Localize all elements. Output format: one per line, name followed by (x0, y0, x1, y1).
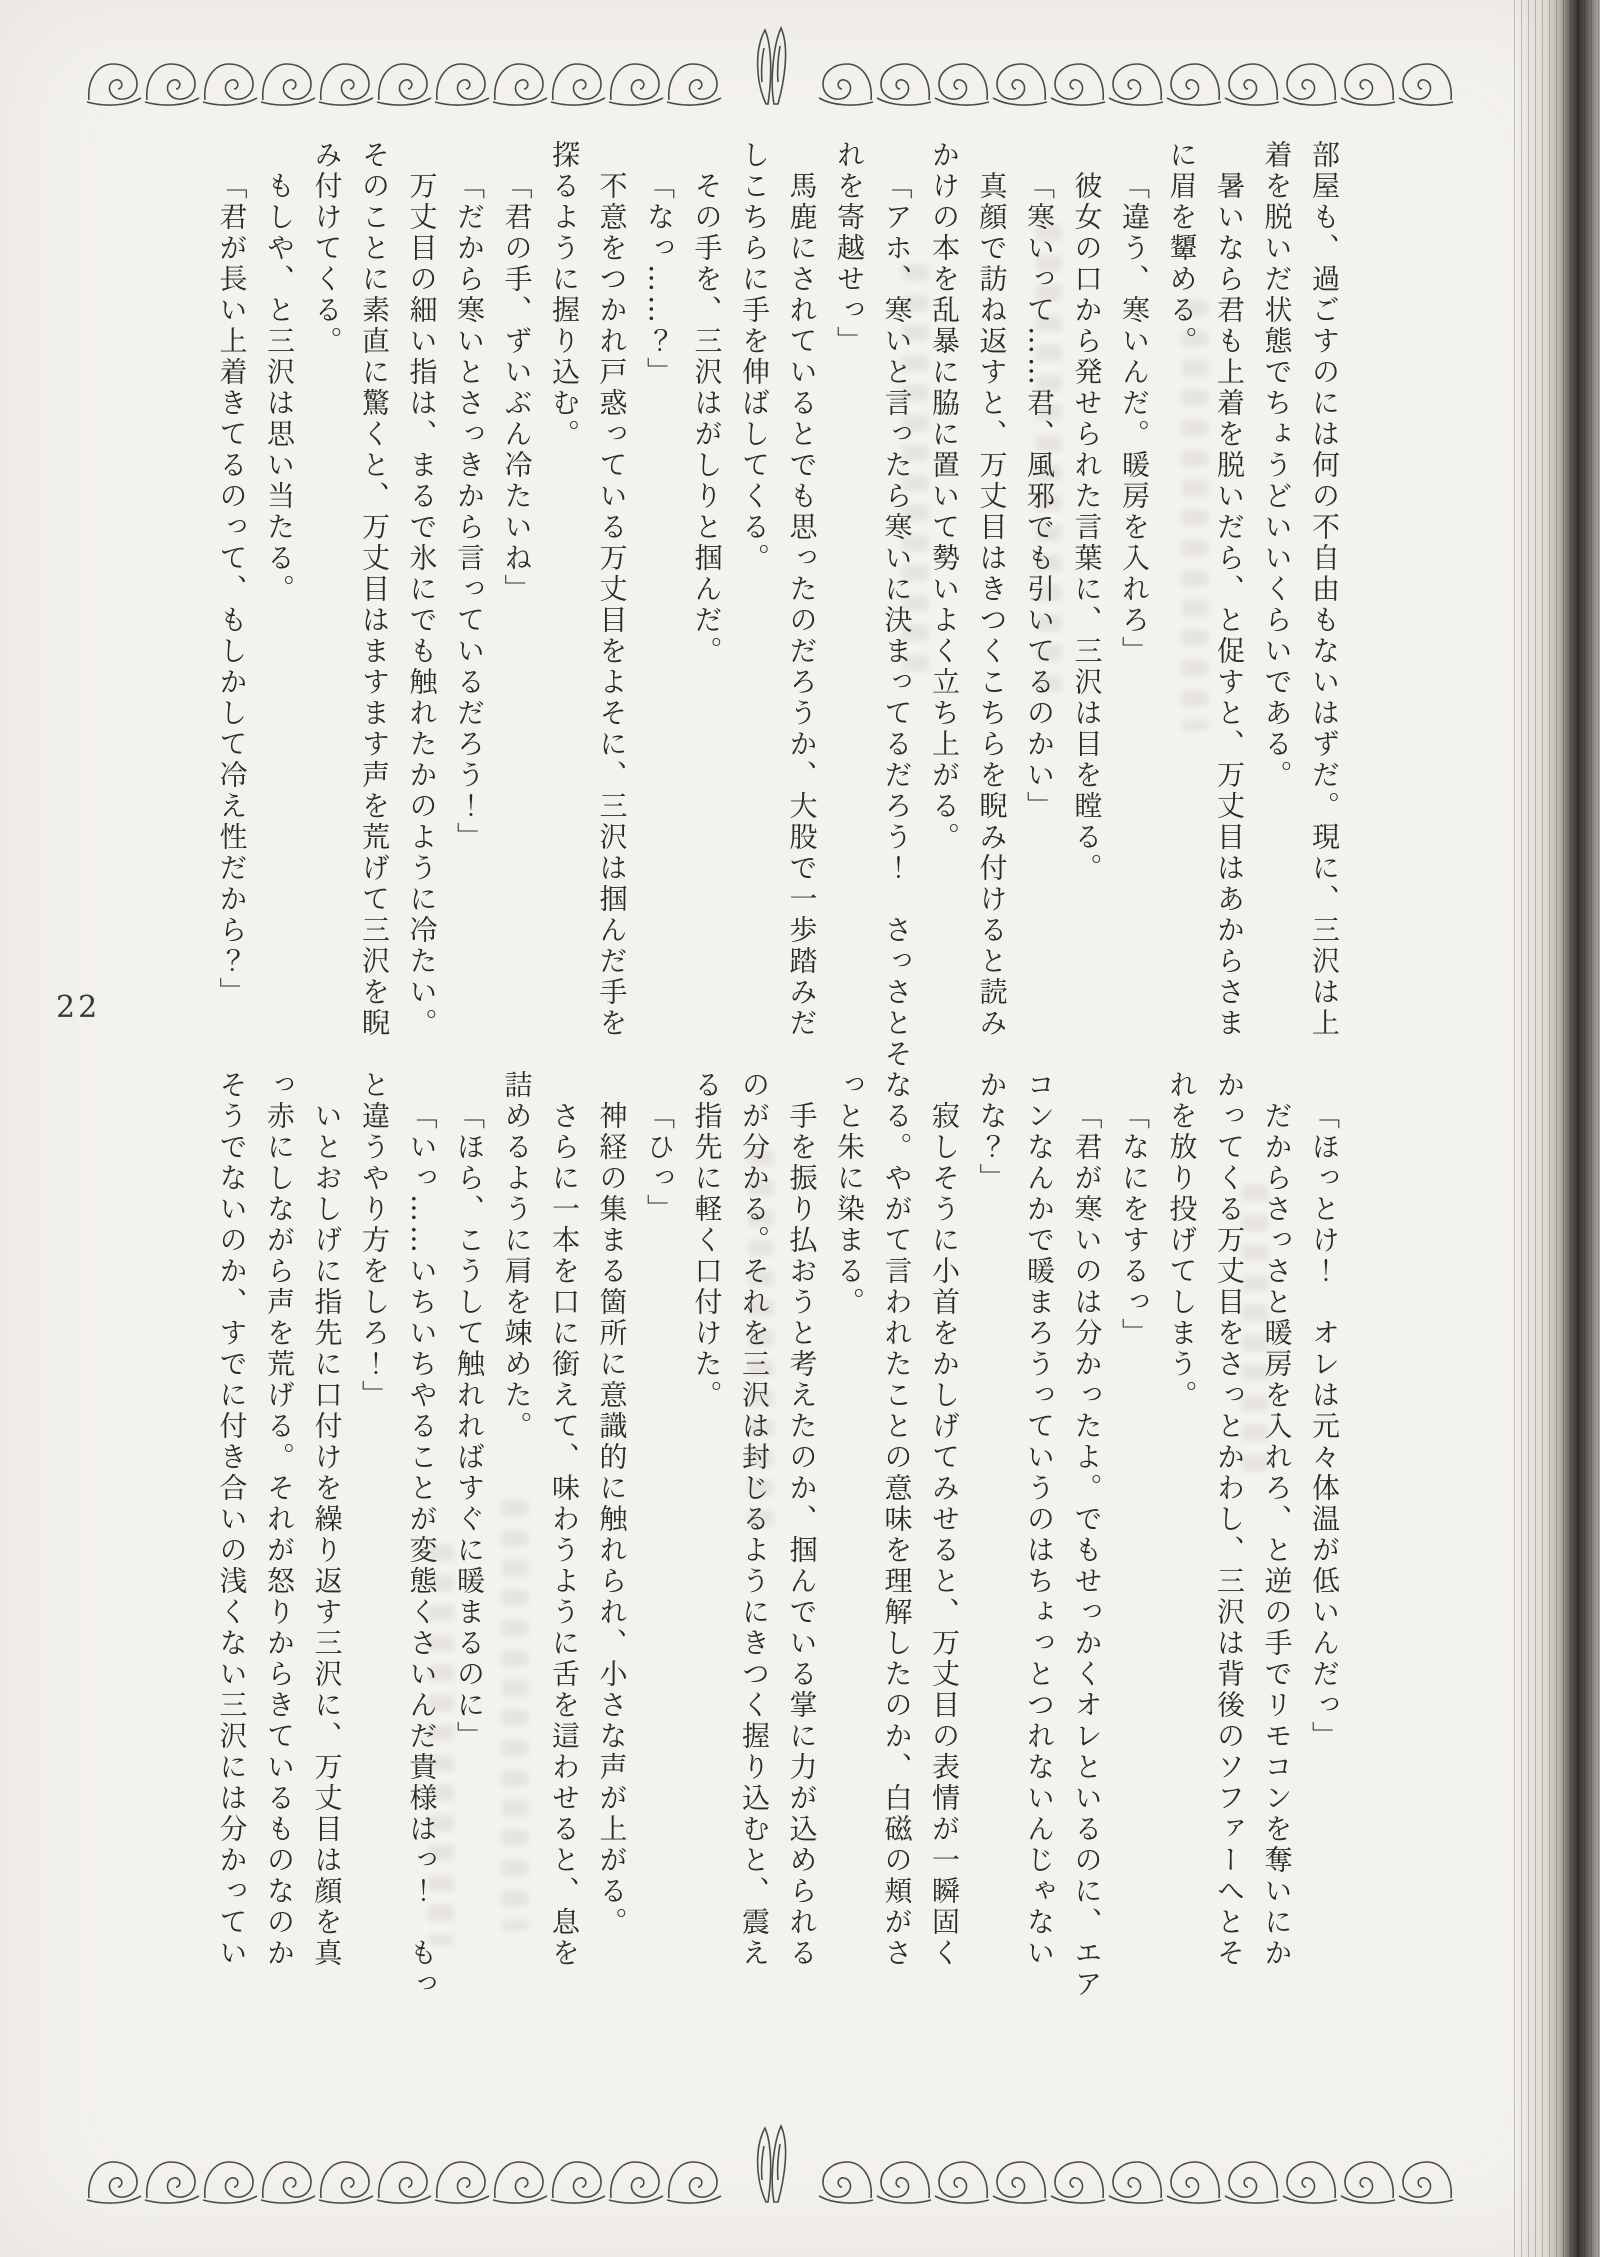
text-column: 「ひっ」 (643, 1101, 676, 1225)
text-column: 「いっ……いちいちやることが変態くさいんだ貴様はっ！ もっ (405, 1101, 439, 2000)
text-column: 彼女の口から発せられた言葉に、三沢は目を瞠る。 (1070, 171, 1104, 884)
text-column: 「なにをするっ」 (1118, 1101, 1151, 1349)
text-column: しこちらに手を伸ばしてくる。 (738, 140, 771, 574)
text-column: 「君が寒いのは分かったよ。でもせっかくオレといるのに、エア (1070, 1101, 1104, 2000)
text-column: なる。やがて言われたことの意味を理解したのか、白磁の頬がさ (880, 1070, 914, 1969)
text-column: 「ほら、こうして触れればすぐに暖まるのに」 (453, 1101, 486, 1752)
decorative-border-top (85, 6, 1455, 116)
text-column: れを放り投げてしまう。 (1165, 1070, 1199, 1411)
text-column: 部屋も、過ごすのには何の不自由もないはずだ。現に、三沢は上 (1308, 140, 1341, 1039)
text-column: そうでないのか、すでに付き合いの浅くない三沢には分かってい (215, 1070, 249, 1969)
text-column: だからさっさと暖房を入れろ、と逆の手でリモコンを奪いにか (1260, 1101, 1294, 1969)
text-column: そのことに素直に驚くと、万丈目はますます声を荒げて三沢を睨 (358, 140, 391, 1039)
text-column: もしや、と三沢は思い当たる。 (263, 171, 296, 605)
text-column: と違うやり方をしろ！」 (358, 1070, 391, 1411)
text-column: 「君が長い上着きてるのって、もしかして冷え性だから？」 (215, 171, 249, 1008)
scroll-motifs-left (87, 2162, 721, 2203)
text-column: 万丈目の細い指は、まるで氷にでも触れたかのように冷たい。 (405, 171, 439, 1039)
text-column: れを寄越せっ」 (833, 140, 866, 357)
text-column: かってくる万丈目をさっとかわし、三沢は背後のソファーへとそ (1213, 1070, 1246, 1969)
text-column: 手を振り払おうと考えたのか、掴んでいる掌に力が込められる (785, 1101, 819, 1969)
text-column: 神経の集まる箇所に意識的に触れられ、小さな声が上がる。 (595, 1101, 629, 1938)
story-text-top-block (208, 140, 1348, 1070)
text-column: かな？」 (975, 1070, 1009, 1194)
text-column: る指先に軽く口付けた。 (690, 1070, 724, 1411)
page-number: 22 (56, 990, 101, 1025)
text-column: 「なっ……？」 (643, 171, 676, 388)
plume-ornament-icon (758, 28, 786, 104)
plume-ornament-icon (758, 2126, 786, 2202)
text-column: さらに一本を口に銜えて、味わうように舌を這わせると、息を (548, 1101, 581, 1969)
text-column: 不意をつかれ戸惑っている万丈目をよそに、三沢は掴んだ手を (595, 171, 629, 1039)
text-column: 詰めるように肩を竦めた。 (500, 1070, 534, 1442)
text-column: 「ほっとけ！ オレは元々体温が低いんだっ」 (1308, 1101, 1341, 1752)
text-column: 「寒いって……君、風邪でも引いてるのかい」 (1023, 171, 1056, 822)
text-column: 着を脱いだ状態でちょうどいいくらいである。 (1260, 140, 1294, 791)
text-column: 寂しそうに小首をかしげてみせると、万丈目の表情が一瞬固く (928, 1101, 961, 1969)
text-column: 「アホ、寒いと言ったら寒いに決まってるだろう！ さっさとそ (880, 171, 914, 1070)
text-column: 「だから寒いとさっきから言っているだろう！」 (453, 171, 486, 853)
scroll-motifs-right (819, 2162, 1453, 2203)
text-column: に眉を顰める。 (1165, 140, 1199, 357)
text-column: その手を、三沢はがしりと掴んだ。 (690, 171, 724, 667)
story-text-bottom-block (208, 1070, 1348, 2000)
text-column: 真顔で訪ね返すと、万丈目はきつくこちらを睨み付けると読み (975, 171, 1009, 1039)
text-column: コンなんかで暖まろうっていうのはちょっとつれないんじゃない (1023, 1070, 1056, 1969)
text-column: いとおしげに指先に口付けを繰り返す三沢に、万丈目は顔を真 (310, 1101, 344, 1969)
decorative-border-bottom (85, 2104, 1455, 2214)
text-column: っと朱に染まる。 (833, 1070, 866, 1318)
text-column: 「違う、寒いんだ。暖房を入れろ」 (1118, 171, 1151, 667)
text-column: のが分かる。それを三沢は封じるようにきつく握り込むと、震え (738, 1070, 771, 1969)
text-column: 馬鹿にされているとでも思ったのだろうか、大股で一歩踏みだ (785, 171, 819, 1039)
scan-binding-edge (1514, 0, 1600, 2257)
text-column: 「君の手、ずいぶん冷たいね」 (500, 171, 534, 605)
scroll-motifs-left (87, 64, 721, 105)
text-column: み付けてくる。 (310, 140, 344, 357)
scroll-motifs-right (819, 64, 1453, 105)
text-column: 暑いなら君も上着を脱いだら、と促すと、万丈目はあからさま (1213, 171, 1246, 1039)
text-column: っ赤にしながら声を荒げる。それが怒りからきているものなのか (263, 1070, 296, 1969)
text-column: かけの本を乱暴に脇に置いて勢いよく立ち上がる。 (928, 140, 961, 853)
text-column: 探るように握り込む。 (548, 140, 581, 450)
